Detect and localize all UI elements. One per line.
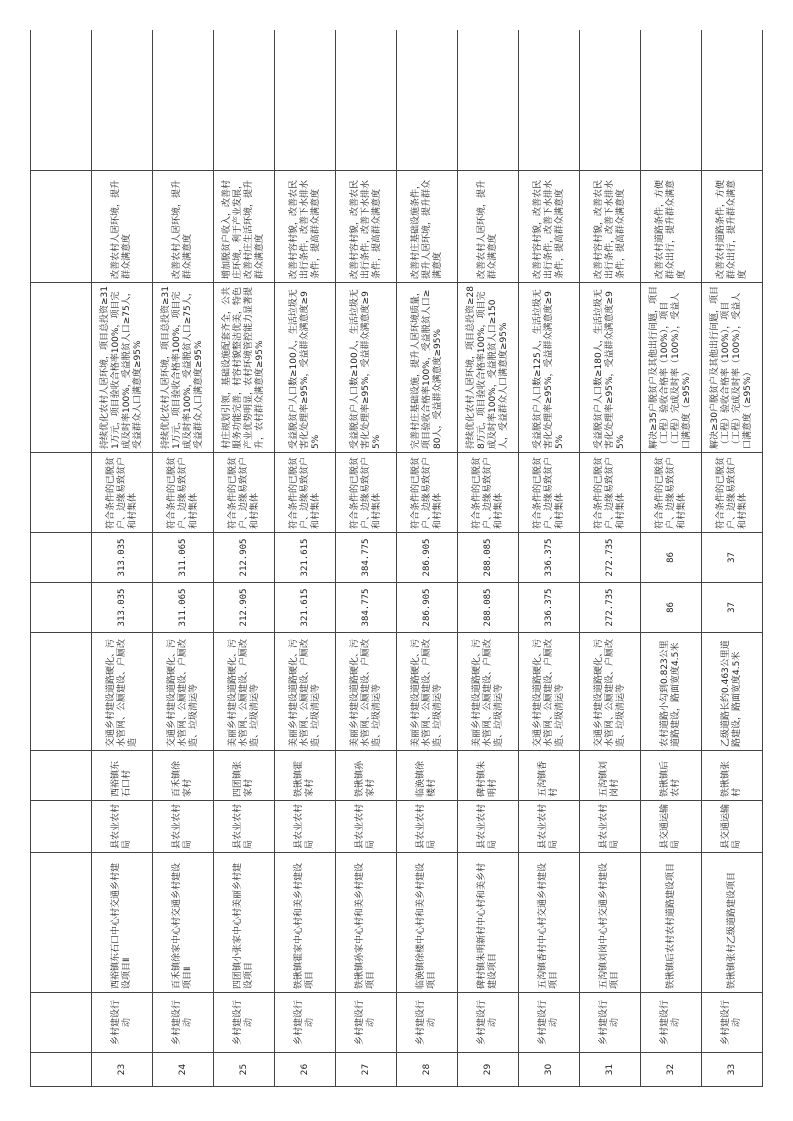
cell-content: 交通乡村建设道路硬化、污水管网、公厕建设、户厕改造 (92, 633, 153, 751)
cell-village: 碑村镇朱明村 (458, 751, 519, 801)
cell-unit: 县农业农村局 (153, 801, 214, 853)
cell-effect: 改善农村人居环境，提升群众满意度 (458, 171, 519, 283)
cell-goal: 持续优化农村人居环境，项目总投资≥288万元，项目验收合格率100%，项目完成及时率100%，受益脱贫人口≥150人，受益群众人口满意度≥95% (458, 283, 519, 453)
cell-village: 铁锹镇张村 (702, 751, 763, 801)
cell-invest_b: 321.615 (275, 533, 336, 583)
cell-support: 符合条件的已脱贫户、边缘易致贫户和村集体 (153, 453, 214, 533)
cell-project: 铁锹镇后农村农村道路建设项目 (641, 853, 702, 993)
cell-blank (458, 30, 519, 171)
cell-content: 美丽乡村建设道路硬化、污水管网、公厕建设、户厕改造、垃圾清运等 (397, 633, 458, 751)
cell-goal: 受益脱贫户人口数≥100人，生活垃圾无害化处理率≥95%，受益群众满意度≥95% (275, 283, 336, 453)
cell-effect: 改善村容村貌，改善农民出行条件，改善下水排水条件，提高群众满意度 (519, 171, 580, 283)
cell-no: 30 (519, 1053, 580, 1087)
cell-no: 23 (92, 1053, 153, 1087)
cell-support: 符合条件的已脱贫户、边缘易致贫户和村集体 (458, 453, 519, 533)
cell-goal: 完善村庄基础设施，提升人居环境质量，项目验收合格率100%，受益脱贫人口≥80人，受益群众满意度≥95% (397, 283, 458, 453)
cell-invest: 286.905 (397, 583, 458, 633)
cell-type: 乡村建设行动 (641, 993, 702, 1053)
cell-village: 四团镇张家村 (214, 751, 275, 801)
cell-content: 美丽乡村建设道路硬化、污水管网、公厕建设、户厕改造、垃圾清运等 (458, 633, 519, 751)
cell-blank (702, 30, 763, 171)
cell-unit: 县农业农村局 (92, 801, 153, 853)
cell-invest: 212.905 (214, 583, 275, 633)
cell-support: 符合条件的已脱贫户、边缘易致贫户和村集体 (92, 453, 153, 533)
cell-blank (336, 30, 397, 171)
cell-no: 28 (397, 1053, 458, 1087)
cell-goal: 受益脱贫户人口数≥180人，生活垃圾无害化处理率≥95%，受益群众满意度≥95% (580, 283, 641, 453)
cell-type: 乡村建设行动 (702, 993, 763, 1053)
cell-unit: 县农业农村局 (458, 801, 519, 853)
cell-no: 29 (458, 1053, 519, 1087)
cell-goal: 受益脱贫户人口数≥125人，生活垃圾无害化处理率≥95%，受益群众满意度≥95% (519, 283, 580, 453)
project-table (30, 30, 763, 1087)
cell-effect: 改善农村人居环境，提升群众满意度 (92, 171, 153, 283)
cell-invest: 272.735 (580, 583, 641, 633)
cell-support: 符合条件的已脱贫户、边缘易致贫户和村集体 (214, 453, 275, 533)
table-row (92, 30, 153, 1087)
cell-project: 百禾镇徐家中心村交通乡村建设项目Ⅱ (153, 853, 214, 993)
table-row (336, 30, 397, 1087)
cell-invest_b: 272.735 (580, 533, 641, 583)
cell-project: 碑村镇朱明新村中心村和美乡村建设项目 (458, 853, 519, 993)
cell-invest: 288.085 (458, 583, 519, 633)
cell-support: 符合条件的已脱贫户、边缘易致贫户和村集体 (336, 453, 397, 533)
cell-goal: 村庄规划引领，基础设施配套齐全，公共服务功能完善，村容村貌整洁优美，特色产业优势明显，农村环境管控能力显著提升，农村群众满意度≥95% (214, 283, 275, 453)
cell-type: 乡村建设行动 (397, 993, 458, 1053)
cell-content: 美丽乡村建设道路硬化、污水管网、公厕建设、户厕改造、垃圾清运等 (336, 633, 397, 751)
cell-blank (153, 30, 214, 171)
cell-village: 铁锹镇孙家村 (336, 751, 397, 801)
cell-blank (397, 30, 458, 171)
cell-support: 符合条件的已脱贫户、边缘易致贫户和村集体 (275, 453, 336, 533)
cell-blank (580, 30, 641, 171)
table-header-row (31, 30, 92, 1087)
cell-invest: 336.375 (519, 583, 580, 633)
table-row (641, 30, 702, 1087)
cell-blank (519, 30, 580, 171)
cell-invest: 313.035 (92, 583, 153, 633)
cell-support: 符合条件的已脱贫户、边缘易致贫户和村集体 (702, 453, 763, 533)
cell-project: 西裕镇东石口中心村交通乡村建设项目Ⅱ (92, 853, 153, 993)
cell-invest_b: 384.775 (336, 533, 397, 583)
cell-invest_b: 212.905 (214, 533, 275, 583)
cell-type: 乡村建设行动 (519, 993, 580, 1053)
cell-invest_b: 288.085 (458, 533, 519, 583)
cell-type: 乡村建设行动 (336, 993, 397, 1053)
cell-blank (275, 30, 336, 171)
cell-village: 临涣镇徐楼村 (397, 751, 458, 801)
cell-unit: 县农业农村局 (275, 801, 336, 853)
cell-content: 交通乡村建设道路硬化、污水管网、公厕建设、户厕改造、垃圾清运等 (153, 633, 214, 751)
cell-unit: 县农业农村局 (519, 801, 580, 853)
cell-content: 交通乡村建设道路硬化、污水管网、公厕建设、户厕改造、垃圾清运等 (519, 633, 580, 751)
cell-invest: 321.615 (275, 583, 336, 633)
cell-invest_b: 37 (702, 533, 763, 583)
cell-invest: 86 (641, 583, 702, 633)
cell-blank (641, 30, 702, 171)
cell-effect: 改善村容村貌，改善农民出行条件，改善下水排水条件，提高群众满意度 (336, 171, 397, 283)
cell-effect: 改善农村道路条件，方便群众出行，提升群众满意度 (702, 171, 763, 283)
cell-invest_b: 313.035 (92, 533, 153, 583)
cell-content: 乙级道路长约0.463公里道路建设，路面宽度4.5米 (702, 633, 763, 751)
cell-invest_b: 286.905 (397, 533, 458, 583)
cell-effect: 改善农村道路条件，方便群众出行，提升群众满意度 (641, 171, 702, 283)
rotated-table-wrapper (30, 30, 763, 1087)
cell-type: 乡村建设行动 (458, 993, 519, 1053)
cell-support: 符合条件的已脱贫户、边缘易致贫户和村集体 (519, 453, 580, 533)
cell-unit: 县农业农村局 (397, 801, 458, 853)
table-row (275, 30, 336, 1087)
cell-blank (92, 30, 153, 171)
cell-village: 铁锹镇霍家村 (275, 751, 336, 801)
cell-no: 25 (214, 1053, 275, 1087)
cell-content: 美丽乡村建设道路硬化、污水管网、公厕建设、户厕改造、垃圾清运等 (275, 633, 336, 751)
table-row (580, 30, 641, 1087)
table-row (519, 30, 580, 1087)
cell-goal: 持续优化农村人居环境，项目总投资≥311万元，项目验收合格率100%，项目完成及时率100%，受益脱贫人口≥75人，受益群众人口满意度≥95% (153, 283, 214, 453)
cell-project: 五沟镇刘岗中心村交通乡村建设项目 (580, 853, 641, 993)
cell-invest_b: 86 (641, 533, 702, 583)
cell-type: 乡村建设行动 (92, 993, 153, 1053)
cell-no: 26 (275, 1053, 336, 1087)
cell-project: 临涣镇徐楼中心村和美乡村建设项目 (397, 853, 458, 993)
cell-effect: 增加脱贫户收入，改善村庄环境，利于产业发展，改善村庄生活环境，提升群众满意度 (214, 171, 275, 283)
cell-unit: 县交通运输局 (641, 801, 702, 853)
cell-project: 四团镇小张家中心村美丽乡村建设项目 (214, 853, 275, 993)
cell-content: 美丽乡村建设道路硬化、污水管网、公厕建设、户厕改造、垃圾清运等 (214, 633, 275, 751)
cell-invest_b: 311.065 (153, 533, 214, 583)
cell-support: 符合条件的已脱贫户、边缘易致贫户和村集体 (641, 453, 702, 533)
cell-goal: 受益脱贫户人口数≥100人，生活垃圾无害化处理率≥95%，受益群众满意度≥95% (336, 283, 397, 453)
scanned-page (30, 30, 763, 1087)
cell-village: 五沟镇刘岗村 (580, 751, 641, 801)
cell-effect: 改善村庄基础设施条件，提升人居环境，提升群众满意度 (397, 171, 458, 283)
table-row (153, 30, 214, 1087)
cell-type: 乡村建设行动 (275, 993, 336, 1053)
cell-content: 交通乡村建设道路硬化、污水管网、公厕建设、户厕改造、垃圾清运等 (580, 633, 641, 751)
cell-unit: 县农业农村局 (336, 801, 397, 853)
cell-effect: 改善村容村貌，改善农民出行条件，改善下水排水条件，提高群众满意度 (275, 171, 336, 283)
cell-support: 符合条件的已脱贫户、边缘易致贫户和村集体 (397, 453, 458, 533)
table-row (397, 30, 458, 1087)
cell-project: 铁锹镇霍家中心村和美乡村建设项目 (275, 853, 336, 993)
cell-village: 百禾镇徐家村 (153, 751, 214, 801)
cell-invest_b: 336.375 (519, 533, 580, 583)
cell-type: 乡村建设行动 (580, 993, 641, 1053)
cell-unit: 县农业农村局 (214, 801, 275, 853)
cell-goal: 解决≥30户脱贫户及其他出行问题，项目（工程）验收合格率（100%），项目（工程）完成及时率（100%），受益人口满意度（≥95%） (702, 283, 763, 453)
cell-project: 五沟镇香村中心村交通乡村建设项目 (519, 853, 580, 993)
cell-no: 33 (702, 1053, 763, 1087)
cell-unit: 县交通运输局 (702, 801, 763, 853)
cell-content: 农村道路小勾到0.823公里道路建设，路面宽度4.5米 (641, 633, 702, 751)
cell-village: 西裕镇东石口村 (92, 751, 153, 801)
table-row (702, 30, 763, 1087)
cell-effect: 改善村容村貌，改善农民出行条件，改善下水排水条件，提高群众满意度 (580, 171, 641, 283)
cell-invest: 384.775 (336, 583, 397, 633)
cell-village: 铁锹镇后农村 (641, 751, 702, 801)
cell-effect: 改善农村人居环境，提升群众满意度 (153, 171, 214, 283)
cell-goal: 解决≥35户脱贫户及其他出行问题，项目（工程）验收合格率（100%），项目（工程）完成及时率（100%），受益人口满意度（≥95%） (641, 283, 702, 453)
cell-support: 符合条件的已脱贫户、边缘易致贫户和村集体 (580, 453, 641, 533)
cell-invest: 37 (702, 583, 763, 633)
cell-no: 27 (336, 1053, 397, 1087)
table-row (214, 30, 275, 1087)
cell-no: 24 (153, 1053, 214, 1087)
cell-goal: 持续优化农村人居环境，项目总投资≥311万元，项目验收合格率100%，项目完成及时率100%，受益脱贫人口≥75人，受益群众人口满意度≥95% (92, 283, 153, 453)
cell-unit: 县农业农村局 (580, 801, 641, 853)
cell-type: 乡村建设行动 (153, 993, 214, 1053)
cell-project: 铁锹镇孙家中心村和美乡村建设项目 (336, 853, 397, 993)
cell-blank (214, 30, 275, 171)
table-row (458, 30, 519, 1087)
cell-type: 乡村建设行动 (214, 993, 275, 1053)
cell-village: 五沟镇香村 (519, 751, 580, 801)
cell-project: 铁锹镇张村乙级道路建设项目 (702, 853, 763, 993)
cell-no: 31 (580, 1053, 641, 1087)
cell-no: 32 (641, 1053, 702, 1087)
cell-invest: 311.065 (153, 583, 214, 633)
